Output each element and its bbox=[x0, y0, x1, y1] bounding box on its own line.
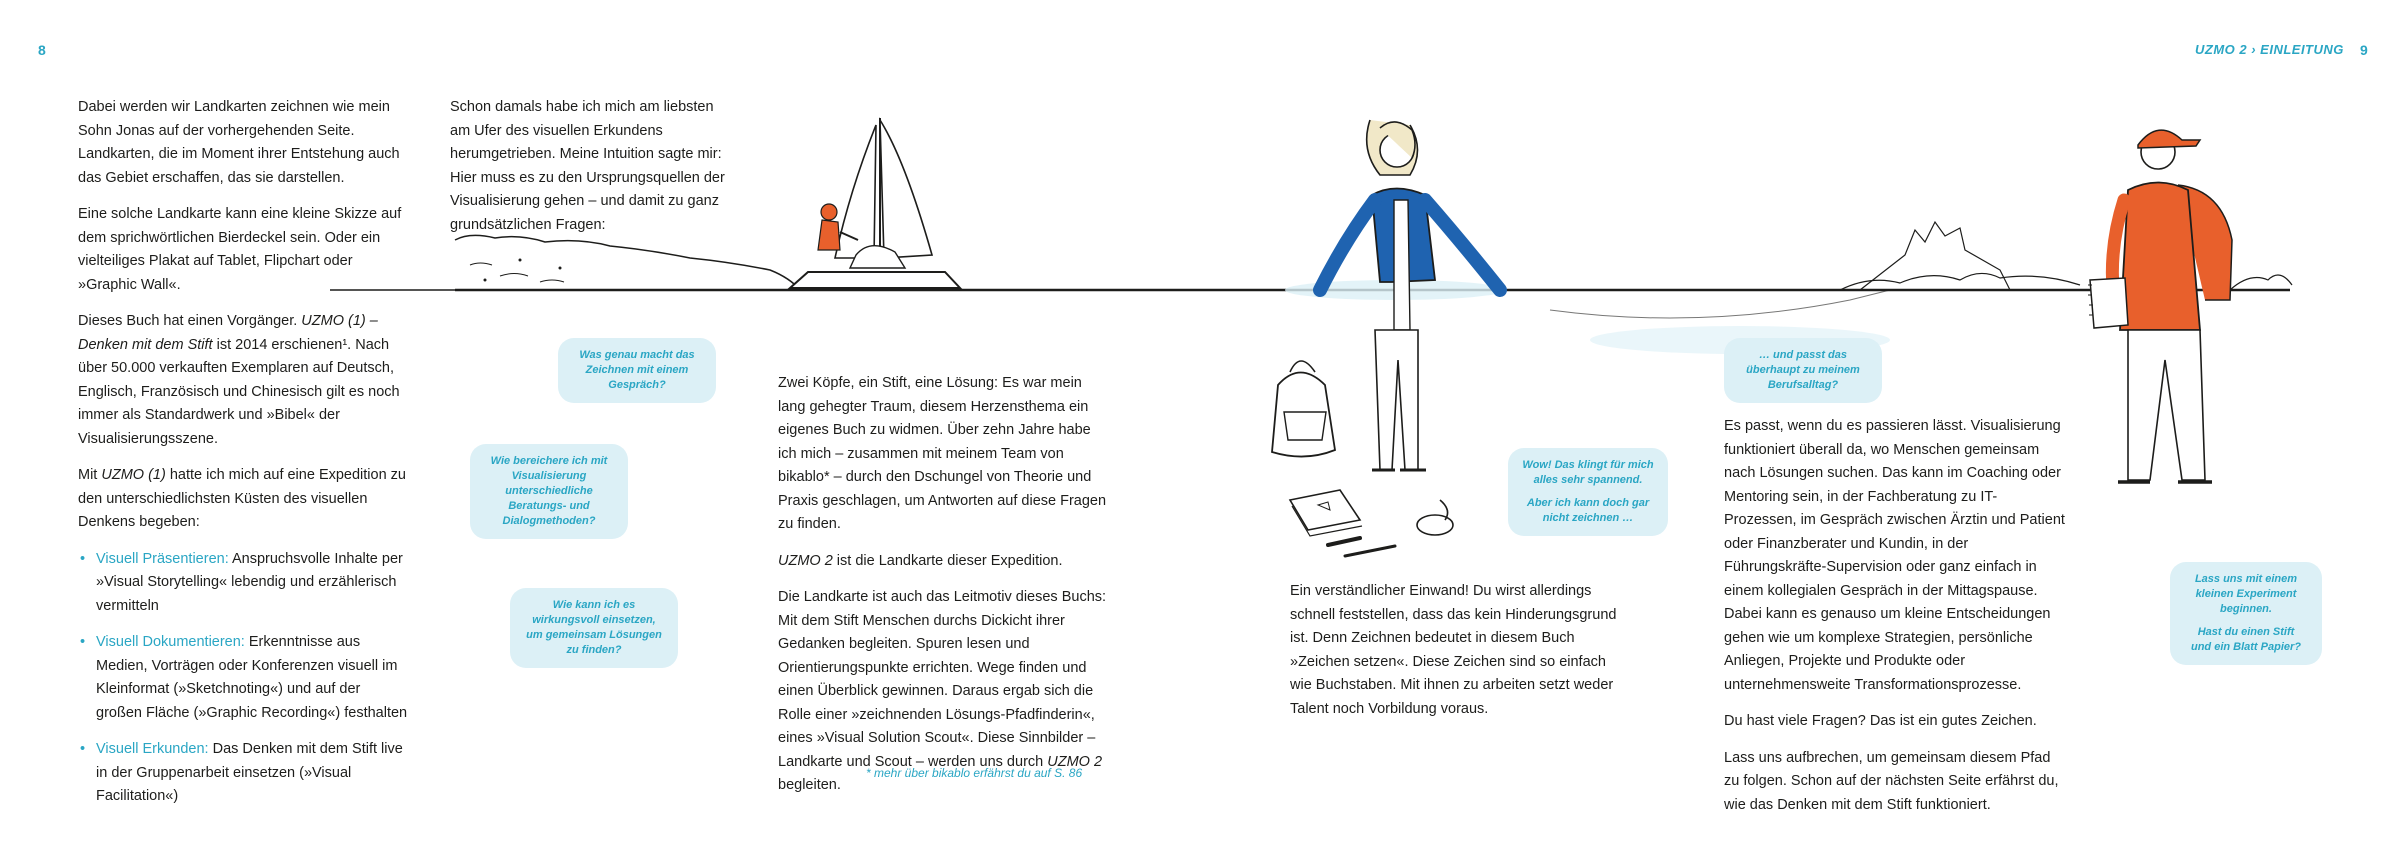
paragraph bbox=[78, 310, 408, 451]
bubble-line: kleinen Experiment bbox=[2195, 588, 2297, 600]
bullet-lead: Visuell Erkunden: bbox=[96, 741, 209, 757]
intro-column-3 bbox=[778, 372, 1108, 811]
paragraph: Eine solche Landkarte kann eine kleine Skizze auf dem sprichwörtlichen Bierdeckel sein. Oder ein vielteiliges Plakat auf Tablet, Flipchart oder »Graphic Wall«. bbox=[78, 206, 402, 293]
speech-bubble-scout bbox=[2170, 562, 2322, 665]
bubble-line: Beratungs- und bbox=[508, 500, 590, 512]
bubble-line: Wow! Das klingt für mich bbox=[1522, 459, 1654, 471]
bubble-line: Hast du einen Stift bbox=[2197, 626, 2295, 638]
speech-bubble-question-2 bbox=[470, 444, 628, 539]
bullet-text: Anspruchsvolle Inhalte per »Visual Storytelling« lebendig und erzählerisch vermitteln bbox=[96, 550, 403, 614]
intro-column-4 bbox=[1290, 580, 1620, 734]
text-run: begleiten. bbox=[778, 777, 841, 793]
bubble-line: beginnen. bbox=[2220, 603, 2272, 615]
paragraph: Ein verständlicher Einwand! Du wirst allerdings schnell feststellen, dass das kein Hinderungsgrund ist. Denn Zeichnen bedeutet in diesem Buch »Zeichen setzen«. Diese Zeichen sind so einfach wie Buchstaben. Mit ihnen zu arbeiten setzt weder Talent noch Vorbildung voraus. bbox=[1290, 583, 1617, 717]
notebook-icon bbox=[1290, 490, 1362, 536]
paragraph bbox=[778, 550, 1108, 574]
text-run: hatte ich mich auf eine Expedition zu den unterschiedlichsten Küsten des visuellen Denkens begeben: bbox=[78, 467, 406, 530]
speech-bubble-question-1 bbox=[558, 338, 716, 403]
paragraph: Du hast viele Fragen? Das ist ein gutes Zeichen. bbox=[1724, 713, 2037, 729]
bubble-line: Zeichnen mit einem bbox=[585, 364, 689, 376]
speech-bubble-question-4 bbox=[1724, 338, 1882, 403]
pens-icon bbox=[1328, 538, 1395, 556]
bubble-line: Aber ich kann doch gar bbox=[1526, 497, 1650, 509]
bubble-line: Dialogmethoden? bbox=[502, 515, 596, 527]
speech-bubble-objection bbox=[1508, 448, 1668, 536]
book-title: UZMO 2 bbox=[778, 552, 833, 569]
bubble-line: alles sehr spannend. bbox=[1533, 474, 1643, 486]
bubble-line: überhaupt zu meinem bbox=[1746, 364, 1860, 376]
intro-column-1 bbox=[78, 96, 408, 822]
list-item bbox=[96, 548, 408, 619]
bubble-line: Was genau macht das bbox=[579, 349, 695, 361]
bubble-line: Wie kann ich es bbox=[552, 599, 636, 611]
bullet-list bbox=[78, 548, 408, 809]
backpack-icon bbox=[1272, 361, 1335, 457]
bubble-line: Berufsalltag? bbox=[1767, 379, 1839, 391]
paragraph: Dabei werden wir Landkarten zeichnen wie mein Sohn Jonas auf der vorhergehenden Seite. Landkarten, die im Moment ihrer Entstehung auch das Gebiet erschaffen, das sie darstellen. bbox=[78, 99, 400, 186]
scout-figure-icon bbox=[2088, 130, 2232, 482]
list-item bbox=[96, 631, 408, 725]
intro-column-5 bbox=[1724, 415, 2066, 830]
sailboat-icon bbox=[790, 118, 960, 288]
paragraph: Es passt, wenn du es passieren lässt. Visualisierung funktioniert überall da, wo Menschen gemeinsam nach Lösungen suchen. Das kann im Coaching oder Mentoring sein, in der Fachberatung zu IT-Prozessen, im Gespräch zwischen Ärztin und Patient oder Finanzberater und Kundin, in der Führungskräfte-Supervision oder ganz einfach in einem kollegialen Gespräch in der Mittagspause. Dabei kann es genauso um kleine Entscheidungen gehen wie um komplexe Strategien, persönliche Anliegen, Projekte und Produkte oder unternehmensweite Transformationsprozesse. bbox=[1724, 418, 2065, 693]
bullet-lead: Visuell Präsentieren: bbox=[96, 550, 229, 567]
text-run: ist 2014 erschienen¹. Nach über 50.000 verkauften Exemplaren auf Deutsch, Englisch, Französisch und Chinesisch gilt es noch immer als Standardwerk und »Bibel« der Visualisierungsszene. bbox=[78, 336, 400, 447]
compass-icon bbox=[1417, 500, 1453, 535]
bullet-text: Das Denken mit dem Stift live in der Gruppenarbeit einsetzen (»Visual Facilitation«) bbox=[96, 741, 403, 804]
paragraph: Zwei Köpfe, ein Stift, eine Lösung: Es war mein lang gehegter Traum, diesem Herzensthema ein eigenes Buch zu widmen. Über zehn Jahre habe ich mich – zusammen mit meinem Team von bikablo* – durch den Dschungel von Theorie und Praxis geschlagen, um Antworten auf diese Fragen zu finden. bbox=[778, 375, 1107, 532]
book-title: UZMO (1) – Denken mit dem Stift bbox=[78, 313, 378, 353]
bubble-line: wirkungsvoll einsetzen, bbox=[532, 614, 656, 626]
paragraph: Schon damals habe ich mich am liebsten am Ufer des visuellen Erkundens herumgetrieben. Meine Intuition sagte mir: Hier muss es zu den Ursprungsquellen der Visualisierung gehen – und damit zu ganz grundsätzlichen Fragen: bbox=[450, 99, 725, 233]
running-head: UZMO 2 › EINLEITUNG bbox=[2195, 42, 2344, 57]
text-run: ist die Landkarte dieser Expedition. bbox=[832, 552, 1063, 569]
page-number-left: 8 bbox=[38, 42, 46, 58]
intro-column-2 bbox=[450, 96, 732, 250]
book-title: UZMO 2 bbox=[1047, 753, 1103, 770]
book-title: UZMO (1) bbox=[101, 467, 166, 483]
bubble-line: und ein Blatt Papier? bbox=[2190, 641, 2301, 653]
bullet-text: Erkenntnisse aus Medien, Vorträgen oder Konferenzen visuell im Kleinformat (»Sketchnoting«) und auf der großen Fläche (»Graphic Recording«) festhalten bbox=[96, 634, 408, 721]
bubble-line: … und passt das bbox=[1758, 349, 1848, 361]
bubble-line: Gespräch? bbox=[608, 379, 666, 391]
bullet-lead: Visuell Dokumentieren: bbox=[96, 634, 245, 650]
bubble-line: um gemeinsam Lösungen bbox=[526, 629, 662, 641]
bubble-line: Wie bereichere ich mit bbox=[490, 455, 608, 467]
bubble-line: unterschiedliche bbox=[505, 485, 593, 497]
bubble-line: zu finden? bbox=[566, 644, 622, 656]
text-run: Mit bbox=[78, 467, 102, 483]
paragraph: Lass uns aufbrechen, um gemeinsam diesem Pfad zu folgen. Schon auf der nächsten Seite erfährst du, wie das Denken mit dem Stift funktioniert. bbox=[1724, 749, 2059, 813]
footnote: * mehr über bikablo erfährst du auf S. 86 bbox=[866, 766, 1083, 780]
page-number-right: 9 bbox=[2360, 42, 2368, 58]
speech-bubble-question-3 bbox=[510, 588, 678, 668]
bubble-line: Visualisierung bbox=[511, 470, 587, 482]
paragraph bbox=[78, 464, 408, 535]
text-run: Die Landkarte ist auch das Leitmotiv dieses Buchs: Mit dem Stift Menschen durchs Dickicht ihrer Gedanken begleiten. Spuren lesen und Orientierungspunkte errichten. Wege finden und einen Überblick gewinnen. Daraus ergab sich die Rolle einer »zeichnenden Lösungs-Pfadfinderin«, eines »Visual Solution Scout«. Diese Sinnbilder – Landkarte und Scout – werden uns durch bbox=[778, 589, 1107, 770]
text-run: Dieses Buch hat einen Vorgänger. bbox=[78, 313, 302, 329]
bubble-line: Lass uns mit einem bbox=[2194, 573, 2298, 585]
bubble-line: nicht zeichnen … bbox=[1542, 512, 1634, 524]
list-item bbox=[96, 738, 408, 809]
